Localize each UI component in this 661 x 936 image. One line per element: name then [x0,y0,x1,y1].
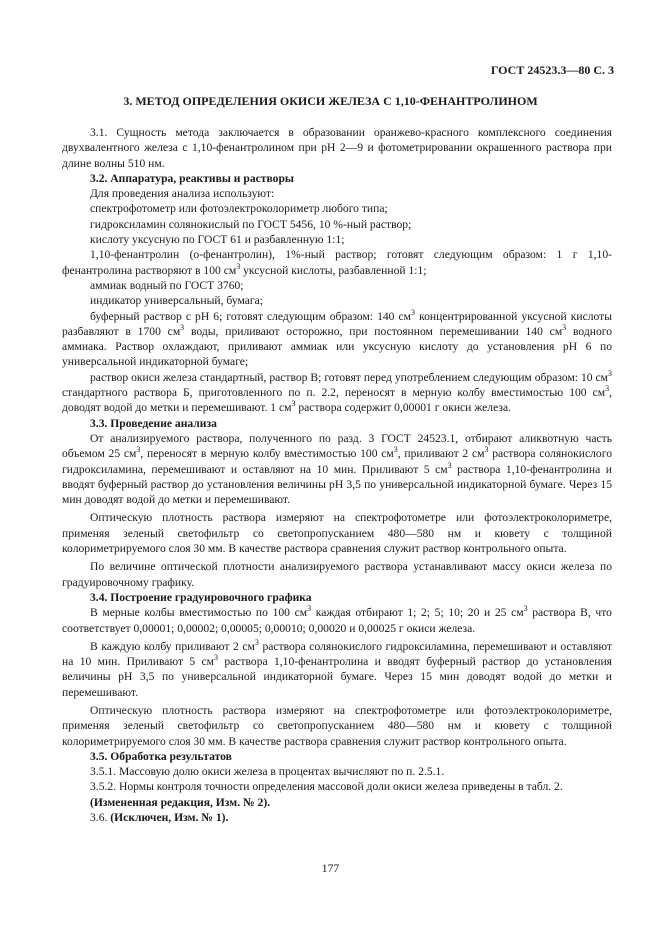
paragraph-3-5-1: 3.5.1. Массовую долю окиси железа в процентах вычисляют по п. 2.5.1. [90,765,445,779]
list-item: аммиак водный по ГОСТ 3760; [90,278,244,292]
analysis-paragraph: От анализируемого раствора, полученного по разд. 3 ГОСТ 24523.1, отбирают аликвотную часть объемом 25 $см^3$, переносят в мерную колбу вместимостью 100 $см^3$, приливают 2 $см^3$ раствора солянокислого гидроксиламина, перемешивают и оставляют на 10 мин. Приливают 5 $см^3$ раствора 1,10-фенантролина и вводят буферный раствор до установления величины pH 3,5 по универсальной индикаторной бумаге. Через 15 мин доводят водой до метки и перемешивают. [62,431,613,507]
calibration-paragraph-2: В каждую колбу приливают 2 $см^3$ раствора солянокислого гидроксиламина, перемешивают и оставляют на 10 мин. Приливают 5 $см^3$ раствора 1,10-фенантролина и вводят буферный раствор до установления величины pH 3,5 по универсальной индикаторной бумаге. Через 15 мин доводят водой до метки и перемешивают. [62,637,612,699]
subheading-3-3: 3.3. Проведение анализа [90,416,217,430]
page-number: 177 [321,862,340,875]
list-item: спектрофотометр или фотоэлектроколориметр любого типа; [90,202,388,216]
paragraph-3-6: 3.6. (Исключен, Изм. № 1). [90,811,229,825]
optical-density-paragraph: Оптическую плотность раствора измеряют на спектрофотометре или фотоэлектроколориметре, применяя зеленый светофильтр со светопропусканием 480—580 нм и кювету с толщиной колориметрируемого слоя 30 мм. В качестве раствора сравнения служит раствор контрольного опыта. [62,511,612,556]
optical-density-paragraph-2: Оптическую плотность раствора измеряют на спектрофотометре или фотоэлектроколориметре, применяя зеленый светофильтр со светопропусканием 480—580 нм и кювету с толщиной колориметрируемого слоя 30 мм. В качестве раствора сравнения служит раствор контрольного опыта. [62,703,612,748]
subheading-3-5: 3.5. Обработка результатов [90,749,232,763]
standard-header: ГОСТ 24523.3—80 С. 3 [490,63,614,77]
subheading-3-4: 3.4. Построение градуировочного графика [90,590,312,604]
calibration-paragraph-1: В мерные колбы вместимостью по 100 $см^3$ каждая отбирают 1; 2; 5; 10; 20 и 25 $см^3$ раствора В, что соответствует 0,00001; 0,00002; 0,00005; 0,00010; 0,00020 и 0,00025 г окиси железа. [62,604,612,635]
list-item: кислоту уксусную по ГОСТ 61 и разбавленную 1:1; [90,233,345,247]
edition-note: (Измененная редакция, Изм. № 2). [90,795,271,809]
phenanthroline-item: 1,10-фенантролин (о-фенантролин), 1%-ный раствор; готовят следующим образом: 1 г 1,10-фенантролина растворяют в 100 $см^3$ уксусной кислоты, разбавленной 1:1; [62,248,612,277]
list-item: Для проведения анализа используют: [90,187,275,201]
document-body [62,125,612,825]
buffer-solution-item: буферный раствор с pH 6; готовят следующим образом: 140 $см^3$ концентрированной уксусной кислоты разбавляют в 1700 $см^3$ воды, приливают осторожно, при постоянном перемешивании 140 $см^3$ водного аммиака. Раствор охлаждают, приливают аммиак или уксусную кислоту до установления pH 6 по универсальной индикаторной бумаге; [62,307,613,369]
section-title: 3. МЕТОД ОПРЕДЕЛЕНИЯ ОКИСИ ЖЕЛЕЗА С 1,10-ФЕНАНТРОЛИНОМ [123,94,538,108]
list-item: индикатор универсальный, бумага; [90,294,264,308]
mass-determination-paragraph: По величине оптической плотности анализируемого раствора устанавливают массу окиси железа по градуировочному графику. [62,560,612,589]
subheading-3-2: 3.2. Аппаратура, реактивы и растворы [90,171,294,185]
paragraph-3-5-2: 3.5.2. Нормы контроля точности определения массовой доли окиси железа приведены в табл. 2. [90,780,563,794]
paragraph-3-1: 3.1. Сущность метода заключается в образовании оранжево-красного комплексного соединения двухвалентного железа с 1,10-фенантролином при pH 2—9 и фотометрировании окрашенного раствора при длине волны 510 нм. [62,126,612,170]
standard-solution-item: раствор окиси железа стандартный, раствор В; готовят перед употреблением следующим образом: 10 $см^3$ стандартного раствора Б, приготовленного по п. 2.2, переносят в мерную колбу вместимостью 100 $см^3$, доводят водой до метки и перемешивают. 1 $см^3$ раствора содержит 0,00001 г окиси железа. [62,368,612,415]
list-item: гидроксиламин солянокислый по ГОСТ 5456, 10 %-ный раствор; [90,217,412,231]
